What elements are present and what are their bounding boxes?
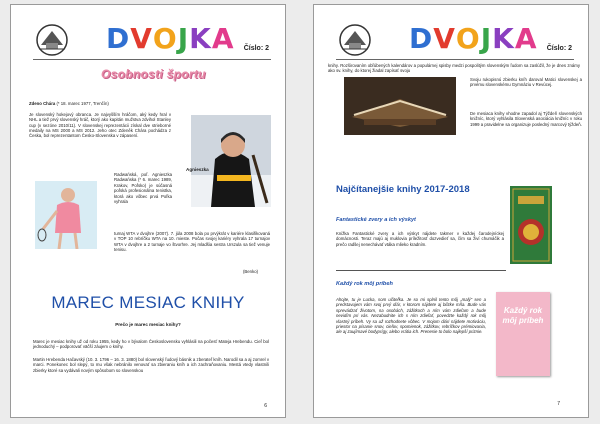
title-letter: A	[514, 22, 538, 55]
radwanska-heading: Agnieszka	[186, 167, 209, 172]
title-letter: J	[177, 22, 190, 55]
issue-number: Číslo: 2	[546, 45, 572, 52]
title-letter: O	[455, 22, 481, 55]
month-title: MAREC MESIAC KNIHY	[51, 293, 245, 312]
title-letter: J	[480, 22, 493, 55]
chara-text: Zdeno Chára (* 18. marec 1977, Trenčín) Je slovenský hokejový obranca. Je najvyšším hráčom, aký kedy hral v NHL a tiež prvý slovenský hráč, ktorý ako kapitán mužstva zdvihol Stanley cup (v sezóne 2010/11). V slovenskej reprezentácii získal dve strieborné medaily na MS 2000 a MS 2012. Jeho otec Zdeněk Chára pochádza z Česka, bol reprezentantom Česko-Slovenska v zápasení.	[29, 101, 171, 139]
title-letter: D	[409, 22, 434, 55]
book-cover-fantastic-beasts	[510, 186, 552, 264]
magazine-title	[409, 23, 538, 55]
book-desc-1: Knižka Fantastické zvery a ich výskyt nájdete takmer v každej čarodejníckej domácnosti. Teraz majú aj muklovia príležitosť dozvedieť sa, čím sa živí chumáčik a prečo radšej nenechávať vtáka mlieko kradním.	[336, 231, 504, 247]
why-heading: Prečo je marec mesiac knihy?	[115, 322, 181, 327]
chara-name: Zdeno Chára	[29, 101, 56, 106]
magazine-title	[106, 23, 235, 55]
book-desc-2: Ahojte, tu je Lucka, som učiteľka. Je so mi splnil tento môj „malý“ sen a predstavujem vám svoj prvý diár, v ktorom nájdete aj blízke mňa. Bude vás sprevádzať životom, na osobách, zážitkoch a ním vám zdieľam a bude nevidím pri vás. Nezabudnite ich s ním zdieľať, povedzte každý rok môj vlastný príbeh. Vy sa už rozhodnete vôbec. V mojom diári nájdete motiváciu, priestor na písanie snov, cieľov, spomienok, zážitkov, rebríčkov prémiovania, ale aj zaujímavé bodyprígy, alebo vrátia ich. Prenesie to bolo najlepší priznie.	[336, 297, 486, 335]
intro-text-b: Svoju rukopisnú zbierku kníh daroval Matici slovenskej a prvému slovenskému Gymnáziu v Revúcej.	[470, 77, 582, 88]
page-number: 7	[557, 401, 560, 407]
book-title-1: Fantastické zvery a ich výskyt	[336, 217, 416, 223]
right-page	[313, 4, 589, 418]
school-logo-icon	[35, 23, 69, 57]
section-banner: Osobnosti športu	[101, 67, 206, 81]
radwanska-text-a: Radwańská, poľ. Agnieszka Radwańska (* 6. marec 1989, Krakov, Poľsko) je súčasná poľská profesionálna tenistka, ktorá ako vôbec prvá Poľka vyhrala	[114, 172, 172, 205]
title-letter: K	[492, 22, 515, 55]
title-letter: V	[130, 22, 153, 55]
title-letter: O	[152, 22, 178, 55]
title-letter: V	[433, 22, 456, 55]
header-divider	[336, 59, 574, 60]
tennis-player-photo	[35, 181, 97, 249]
title-letter: K	[189, 22, 212, 55]
intro-text-c: De mesiaca knihy vhodne zapadol aj Týždeň slovenských knižníc, ktorý vyhlásila Slovenská asociácia knižníc v roku 1999 a pravidelne sa organizuje posledný marcový týždeň.	[470, 111, 582, 127]
book-cover-kazdy-rok	[496, 292, 550, 376]
radwanska-text-b: turnaj WTA v dvojhre (2007). 7. júla 2008 bola po prvýkrát v kariére klasifikovaná v TOP 10 rebríčku WTA na 10. mieste. Počas svojej kariéry vyhrala 17 turnajov WTA v dvojhre a 2 turnaje vo štvorhre. Jej mladšia sestra Urszula sa tiež venuje tenisu.	[114, 231, 270, 253]
left-page	[10, 4, 286, 418]
section-heading: Najčítanejšie knihy 2017-2018	[336, 184, 470, 195]
title-letter: A	[211, 22, 235, 55]
school-logo-icon	[338, 23, 372, 57]
book-title-2: Každý rok môj príbeh	[336, 281, 393, 287]
book-cover-title: Každý rok môj príbeh	[502, 306, 544, 325]
header-divider	[33, 59, 271, 60]
author-credit: (Benko)	[243, 269, 259, 274]
page-number: 6	[264, 403, 267, 409]
book-divider	[336, 270, 506, 271]
issue-number: Číslo: 2	[243, 45, 269, 52]
book-photo	[344, 77, 456, 135]
month-paragraph-2: Martin Hrebenda Hačavský (10. 3. 1796 – 16. 3. 1880) bol slovenský ľudový básnik a zberateľ kníh. Narodil sa a aj zomrel v marci. Ponekonec bol slepý, to mu však nebránilo venovať sa zbieraniu kníh a ich zachraňovaniu. Mestá vtedy vlastnili zbierky ktoré sa vydávali novým spôsobom so slovenskou	[33, 357, 269, 373]
month-paragraph-1: Marec je mesiac knihy už od roku 1955, kedy ho v bývalom Československu vyhlásili na počesť Mateja Hrebendu. Cieľ bol jednoduchý – podporovať väčší záujem o knihy.	[33, 339, 269, 350]
intro-text-a: knihy. Rozširovaním obľúbených kalendárov a populárnej spisby medzi pospolitým slovenským ľudom sa zaslúžil, že je dnes známy ako sv. knihy, do ktorej žiadal zapísať svoju	[328, 63, 580, 74]
title-letter: D	[106, 22, 131, 55]
hockey-player-photo	[191, 115, 271, 207]
